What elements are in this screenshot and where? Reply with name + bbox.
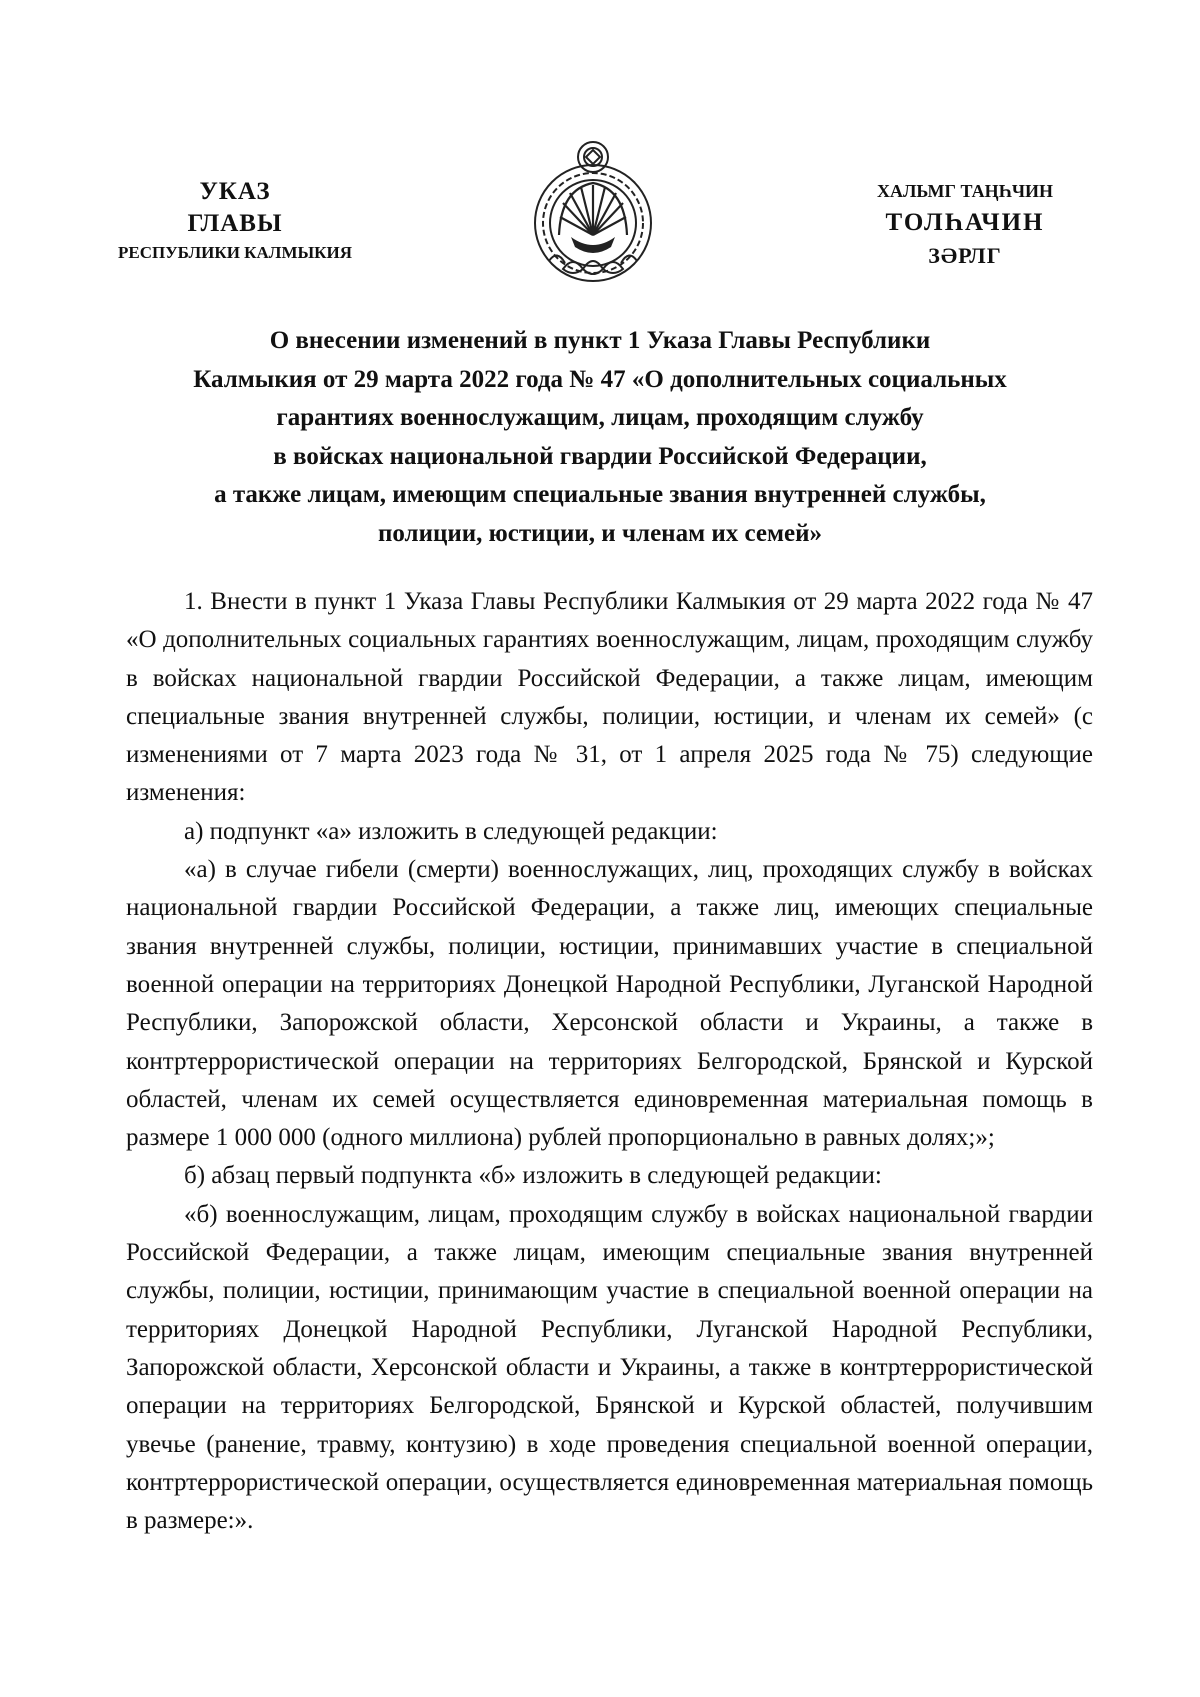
- header-right-line1: ХАЛЬМГ ТАҢҺЧИН: [876, 181, 1054, 201]
- title-line: полиции, юстиции, и членам их семей»: [377, 519, 823, 547]
- paragraph-subitem-a-text: «а) в случае гибели (смерти) военнослужащих, лиц, проходящих службу в войсках национальной гвардии Российской Федерации, а также лиц, имеющих специальные звания внутренней службы, полиции, юстиции, принимавших участие в специальной военной операции на территориях Донецкой Народной Республики, Луганской Народной Республики, Запорожской области, Херсонской области и Украины, а также в контртеррористической операции на территориях Белгородской, Брянской и Курской областей, членам их семей осуществляется единовременная материальная помощь в размере 1 000 000 (одного миллиона) рублей пропорционально в равных долях;»;: [126, 856, 1093, 1152]
- title-line: в войсках национальной гвардии Российской Федерации,: [273, 442, 927, 470]
- paragraph-item-1: 1. Внести в пункт 1 Указа Главы Республики Калмыкия от 29 марта 2022 года № 47 «О дополнительных социальных гарантиях военнослужащим, лицам, проходящим службу в войсках национальной гвардии Российской Федерации, а также лицам, имеющим специальные звания внутренней службы, полиции, юстиции, и членам их семей» (с изменениями от 7 марта 2023 года № 31, от 1 апреля 2025 года № 75) следующие изменения:: [126, 588, 1093, 807]
- paragraph-subitem-b-text: «б) военнослужащим, лицам, проходящим службу в войсках национальной гвардии Российской Федерации, а также лицам, имеющим специальные звания внутренней службы, полиции, юстиции, принимающим участие в специальной военной операции на территориях Донецкой Народной Республики, Луганской Народной Республики, Запорожской области, Херсонской области и Украины, а также в контртеррористической операции на территориях Белгородской, Брянской и Курской областей, получившим увечье (ранение, травму, контузию) в ходе проведения специальной военной операции, контртеррористической операции, осуществляется единовременная материальная помощь в размере:».: [126, 1200, 1093, 1535]
- header-right-line2: ТОЛҺАЧИН: [885, 209, 1045, 236]
- title-line: Калмыкия от 29 марта 2022 года № 47 «О дополнительных социальных: [193, 365, 1007, 393]
- header-left-line2: ГЛАВЫ: [187, 210, 283, 237]
- coat-of-arms-icon: [523, 137, 663, 301]
- title-line: О внесении изменений в пункт 1 Указа Главы Республики: [269, 327, 931, 354]
- title-line: гарантиях военнослужащим, лицам, проходящим службу: [276, 404, 924, 431]
- document-body: [126, 583, 1093, 1540]
- header-left-line3: РЕСПУБЛИКИ КАЛМЫКИЯ: [117, 243, 353, 262]
- paragraph-subitem-a: а) подпункт «а» изложить в следующей редакции:: [184, 817, 718, 845]
- header-right-line3: ЗӘРЛГ: [928, 243, 1002, 268]
- document-title: [120, 322, 1080, 553]
- title-line: а также лицам, имеющим специальные звания внутренней службы,: [214, 481, 986, 508]
- header-left: [70, 176, 400, 266]
- header-left-line1: УКАЗ: [199, 178, 271, 205]
- paragraph-subitem-b: б) абзац первый подпункта «б» изложить в следующей редакции:: [184, 1162, 882, 1190]
- header-right: [830, 176, 1100, 272]
